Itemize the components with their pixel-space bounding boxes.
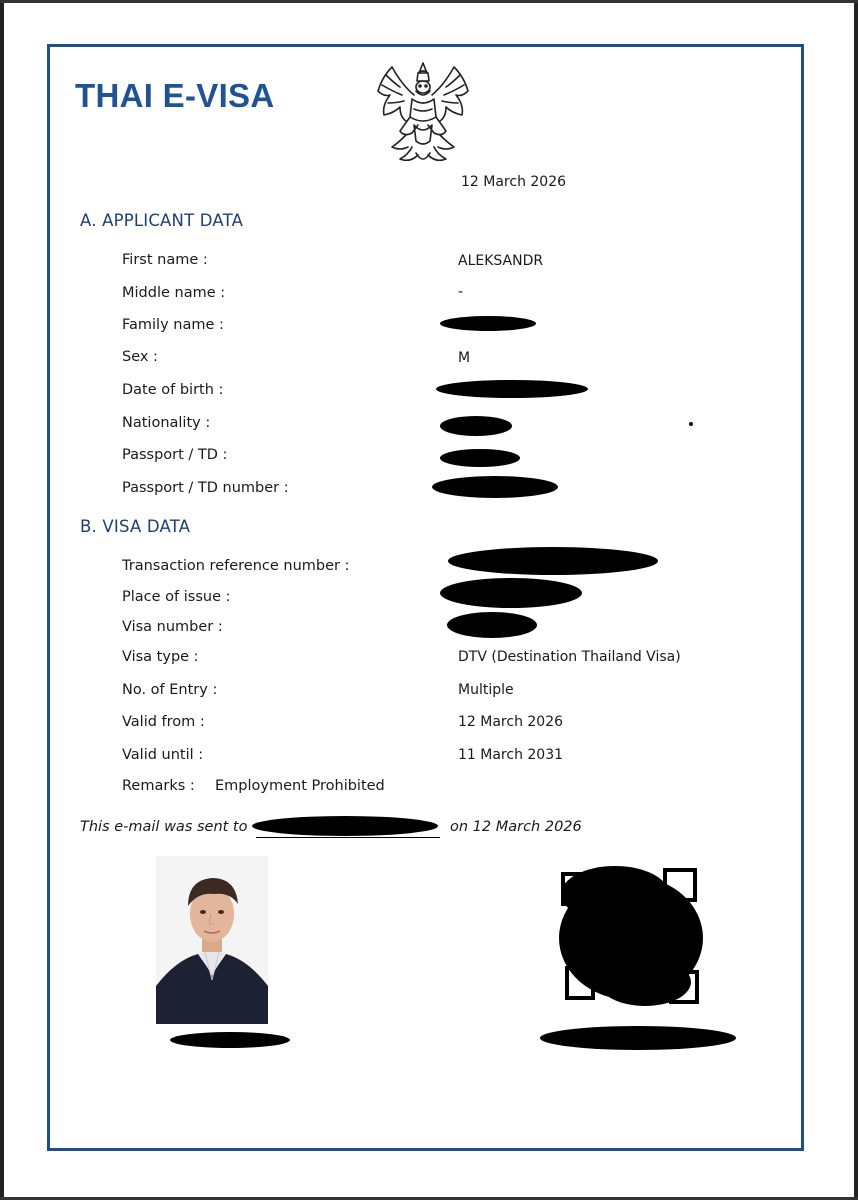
applicant-photo xyxy=(156,856,268,1024)
first-name-value: ALEKSANDR xyxy=(458,253,544,269)
garuda-emblem-icon xyxy=(370,55,476,167)
email-note-suffix: on 12 March 2026 xyxy=(450,819,582,835)
document-date: 12 March 2026 xyxy=(461,174,567,190)
qr-caption-redaction xyxy=(540,1026,736,1050)
stray-mark xyxy=(689,422,693,426)
email-note-prefix: This e-mail was sent to xyxy=(80,819,248,835)
passport-td-label: Passport / TD : xyxy=(122,447,228,463)
transaction-ref-label: Transaction reference number : xyxy=(122,558,350,574)
visa-type-value: DTV (Destination Thailand Visa) xyxy=(458,649,681,665)
date-of-birth-redaction xyxy=(436,380,588,398)
brand-title: THAI E-VISA xyxy=(75,77,275,114)
remarks-label: Remarks : xyxy=(122,778,195,794)
date-of-birth-label: Date of birth : xyxy=(122,382,224,398)
family-name-label: Family name : xyxy=(122,317,224,333)
nationality-label: Nationality : xyxy=(122,415,211,431)
valid-until-value: 11 March 2031 xyxy=(458,747,564,763)
passport-number-redaction xyxy=(432,476,558,498)
valid-from-value: 12 March 2026 xyxy=(458,714,564,730)
visa-section-title: B. VISA DATA xyxy=(80,517,191,536)
transaction-ref-redaction xyxy=(448,547,658,575)
passport-td-redaction xyxy=(440,449,520,467)
nationality-redaction xyxy=(440,416,512,436)
photo-caption-redaction xyxy=(170,1032,290,1048)
applicant-section-title: A. APPLICANT DATA xyxy=(80,211,244,230)
remarks-value: Employment Prohibited xyxy=(215,778,385,794)
entries-label: No. of Entry : xyxy=(122,682,218,698)
visa-number-redaction xyxy=(447,612,537,638)
visa-type-label: Visa type : xyxy=(122,649,199,665)
place-of-issue-label: Place of issue : xyxy=(122,589,231,605)
valid-until-label: Valid until : xyxy=(122,747,204,763)
sex-label: Sex : xyxy=(122,349,158,365)
visa-number-label: Visa number : xyxy=(122,619,223,635)
qr-code-redacted-icon xyxy=(555,860,703,1010)
email-redaction xyxy=(252,816,438,836)
scan-edge-top xyxy=(0,0,858,3)
email-underline xyxy=(256,837,440,838)
place-of-issue-redaction xyxy=(440,578,582,608)
sex-value: M xyxy=(458,350,471,366)
first-name-label: First name : xyxy=(122,252,208,268)
family-name-redaction xyxy=(440,316,536,331)
valid-from-label: Valid from : xyxy=(122,714,205,730)
passport-number-label: Passport / TD number : xyxy=(122,480,289,496)
entries-value: Multiple xyxy=(458,682,514,698)
middle-name-value: - xyxy=(458,284,464,300)
scan-edge-left xyxy=(0,0,4,1200)
scan-edge-right xyxy=(854,0,858,1200)
middle-name-label: Middle name : xyxy=(122,285,226,301)
